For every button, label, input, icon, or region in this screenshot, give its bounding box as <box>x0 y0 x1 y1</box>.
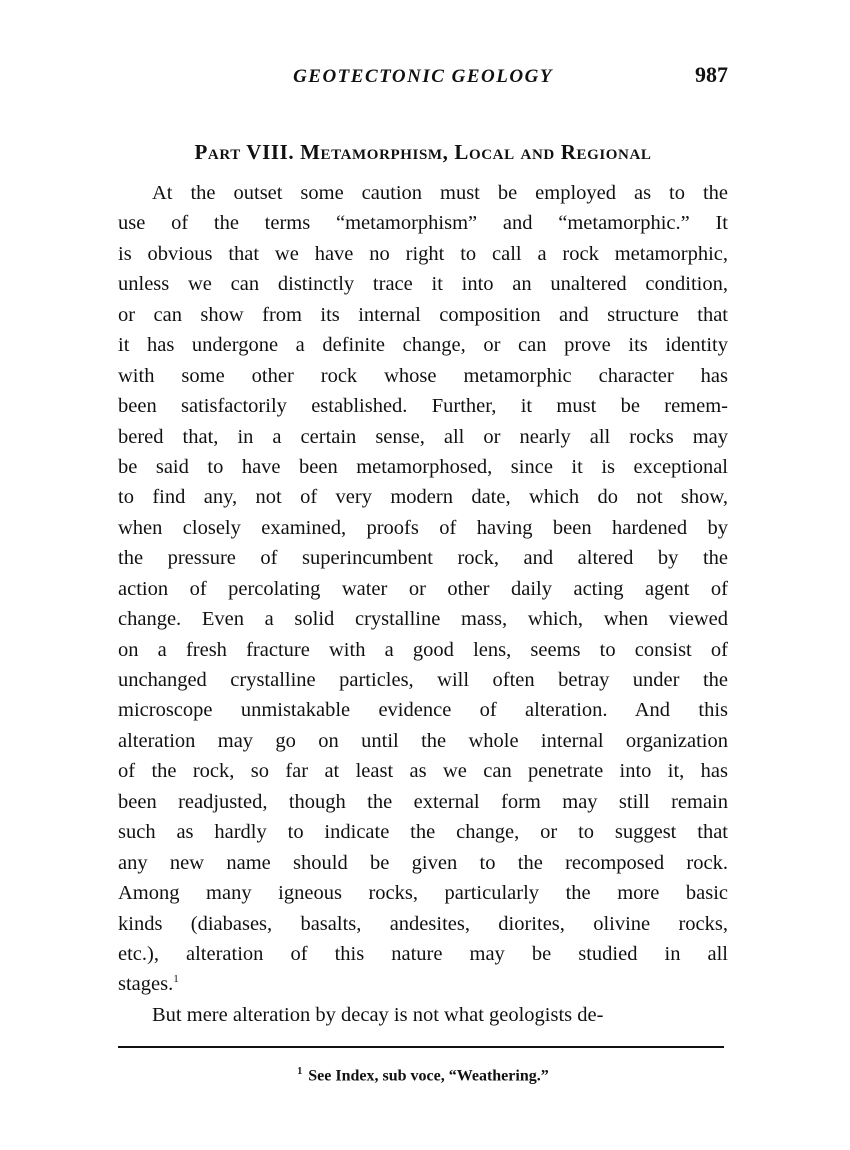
text-line <box>118 726 728 756</box>
line-text: with some other rock whose metamorphic character has <box>118 364 728 387</box>
line-text: of the rock, so far at least as we can penetrate into it, has <box>118 760 728 783</box>
text-line <box>118 482 728 512</box>
line-text: change. Even a solid crystalline mass, which, when viewed <box>118 608 728 631</box>
text-line <box>118 665 728 695</box>
footnote-reference: 1 <box>173 973 179 986</box>
line-text: But mere alteration by decay is not what geologists de- <box>152 1003 604 1026</box>
text-line <box>118 543 728 573</box>
line-text: stages. <box>118 973 174 996</box>
text-line <box>118 878 728 908</box>
line-text: the pressure of superincumbent rock, and altered by the <box>118 547 728 570</box>
text-line <box>118 695 728 725</box>
text-line <box>118 604 728 634</box>
text-line <box>118 269 728 299</box>
line-text: unchanged crystalline particles, will often betray under the <box>118 669 728 691</box>
text-line <box>118 909 728 939</box>
line-text: At the outset some caution must be employed as to the <box>152 182 728 204</box>
footnote-divider <box>118 1046 724 1048</box>
body-text <box>118 178 728 1030</box>
line-text: to find any, not of very modern date, which do not show, <box>118 486 728 509</box>
line-text: Among many igneous rocks, particularly the more basic <box>118 882 728 905</box>
line-text: action of percolating water or other daily acting agent of <box>118 577 728 600</box>
text-line <box>118 391 728 421</box>
text-line <box>118 817 728 847</box>
line-text: such as hardly to indicate the change, or to suggest that <box>118 821 728 844</box>
text-line <box>118 787 728 817</box>
line-text: been satisfactorily established. Further, it must be remem- <box>118 395 728 418</box>
running-head <box>118 62 728 92</box>
line-text: or can show from its internal composition and structure that <box>118 303 728 326</box>
text-line <box>118 452 728 482</box>
text-line <box>118 848 728 878</box>
text-line <box>118 574 728 604</box>
line-text: alteration may go on until the whole internal organization <box>118 729 728 752</box>
text-line <box>118 635 728 665</box>
text-line <box>118 300 728 330</box>
line-text: when closely examined, proofs of having been hardened by <box>118 516 728 539</box>
text-line <box>118 939 728 969</box>
line-text: unless we can distinctly trace it into an unaltered condition, <box>118 273 728 296</box>
text-line <box>118 969 728 999</box>
text-line <box>118 208 728 238</box>
paragraph <box>118 1000 728 1030</box>
text-line <box>118 178 728 208</box>
line-text: be said to have been metamorphosed, since it is exceptional <box>118 455 728 478</box>
text-line <box>118 422 728 452</box>
line-text: been readjusted, though the external form may still remain <box>118 790 728 813</box>
text-line <box>118 361 728 391</box>
text-line <box>118 1000 728 1030</box>
text-line <box>118 513 728 543</box>
footnote-text: See Index, sub voce, “Weathering.” <box>308 1067 549 1085</box>
line-text: any new name should be given to the recomposed rock. <box>118 851 728 874</box>
line-text: kinds (diabases, basalts, andesites, diorites, olivine rocks, <box>118 912 728 935</box>
line-text: bered that, in a certain sense, all or nearly all rocks may <box>118 425 728 448</box>
text-line <box>118 756 728 786</box>
line-text: on a fresh fracture with a good lens, seems to consist of <box>118 638 728 661</box>
line-text: it has undergone a definite change, or can prove its identity <box>118 334 728 357</box>
line-text: is obvious that we have no right to call a rock metamorphic, <box>118 242 728 265</box>
line-text: use of the terms “metamorphism” and “metamorphic.” It <box>118 212 728 235</box>
running-title: GEOTECTONIC GEOLOGY <box>293 66 553 87</box>
footnote <box>118 1066 728 1085</box>
line-text: microscope unmistakable evidence of alteration. And this <box>118 699 728 722</box>
line-text: etc.), alteration of this nature may be studied in all <box>118 942 728 965</box>
part-heading: Part VIII. Metamorphism, Local and Regional <box>194 140 652 164</box>
paragraph <box>118 178 728 1000</box>
footnote-marker: 1 <box>297 1066 303 1077</box>
text-line <box>118 239 728 269</box>
text-line <box>118 330 728 360</box>
page-number: 987 <box>695 62 728 87</box>
